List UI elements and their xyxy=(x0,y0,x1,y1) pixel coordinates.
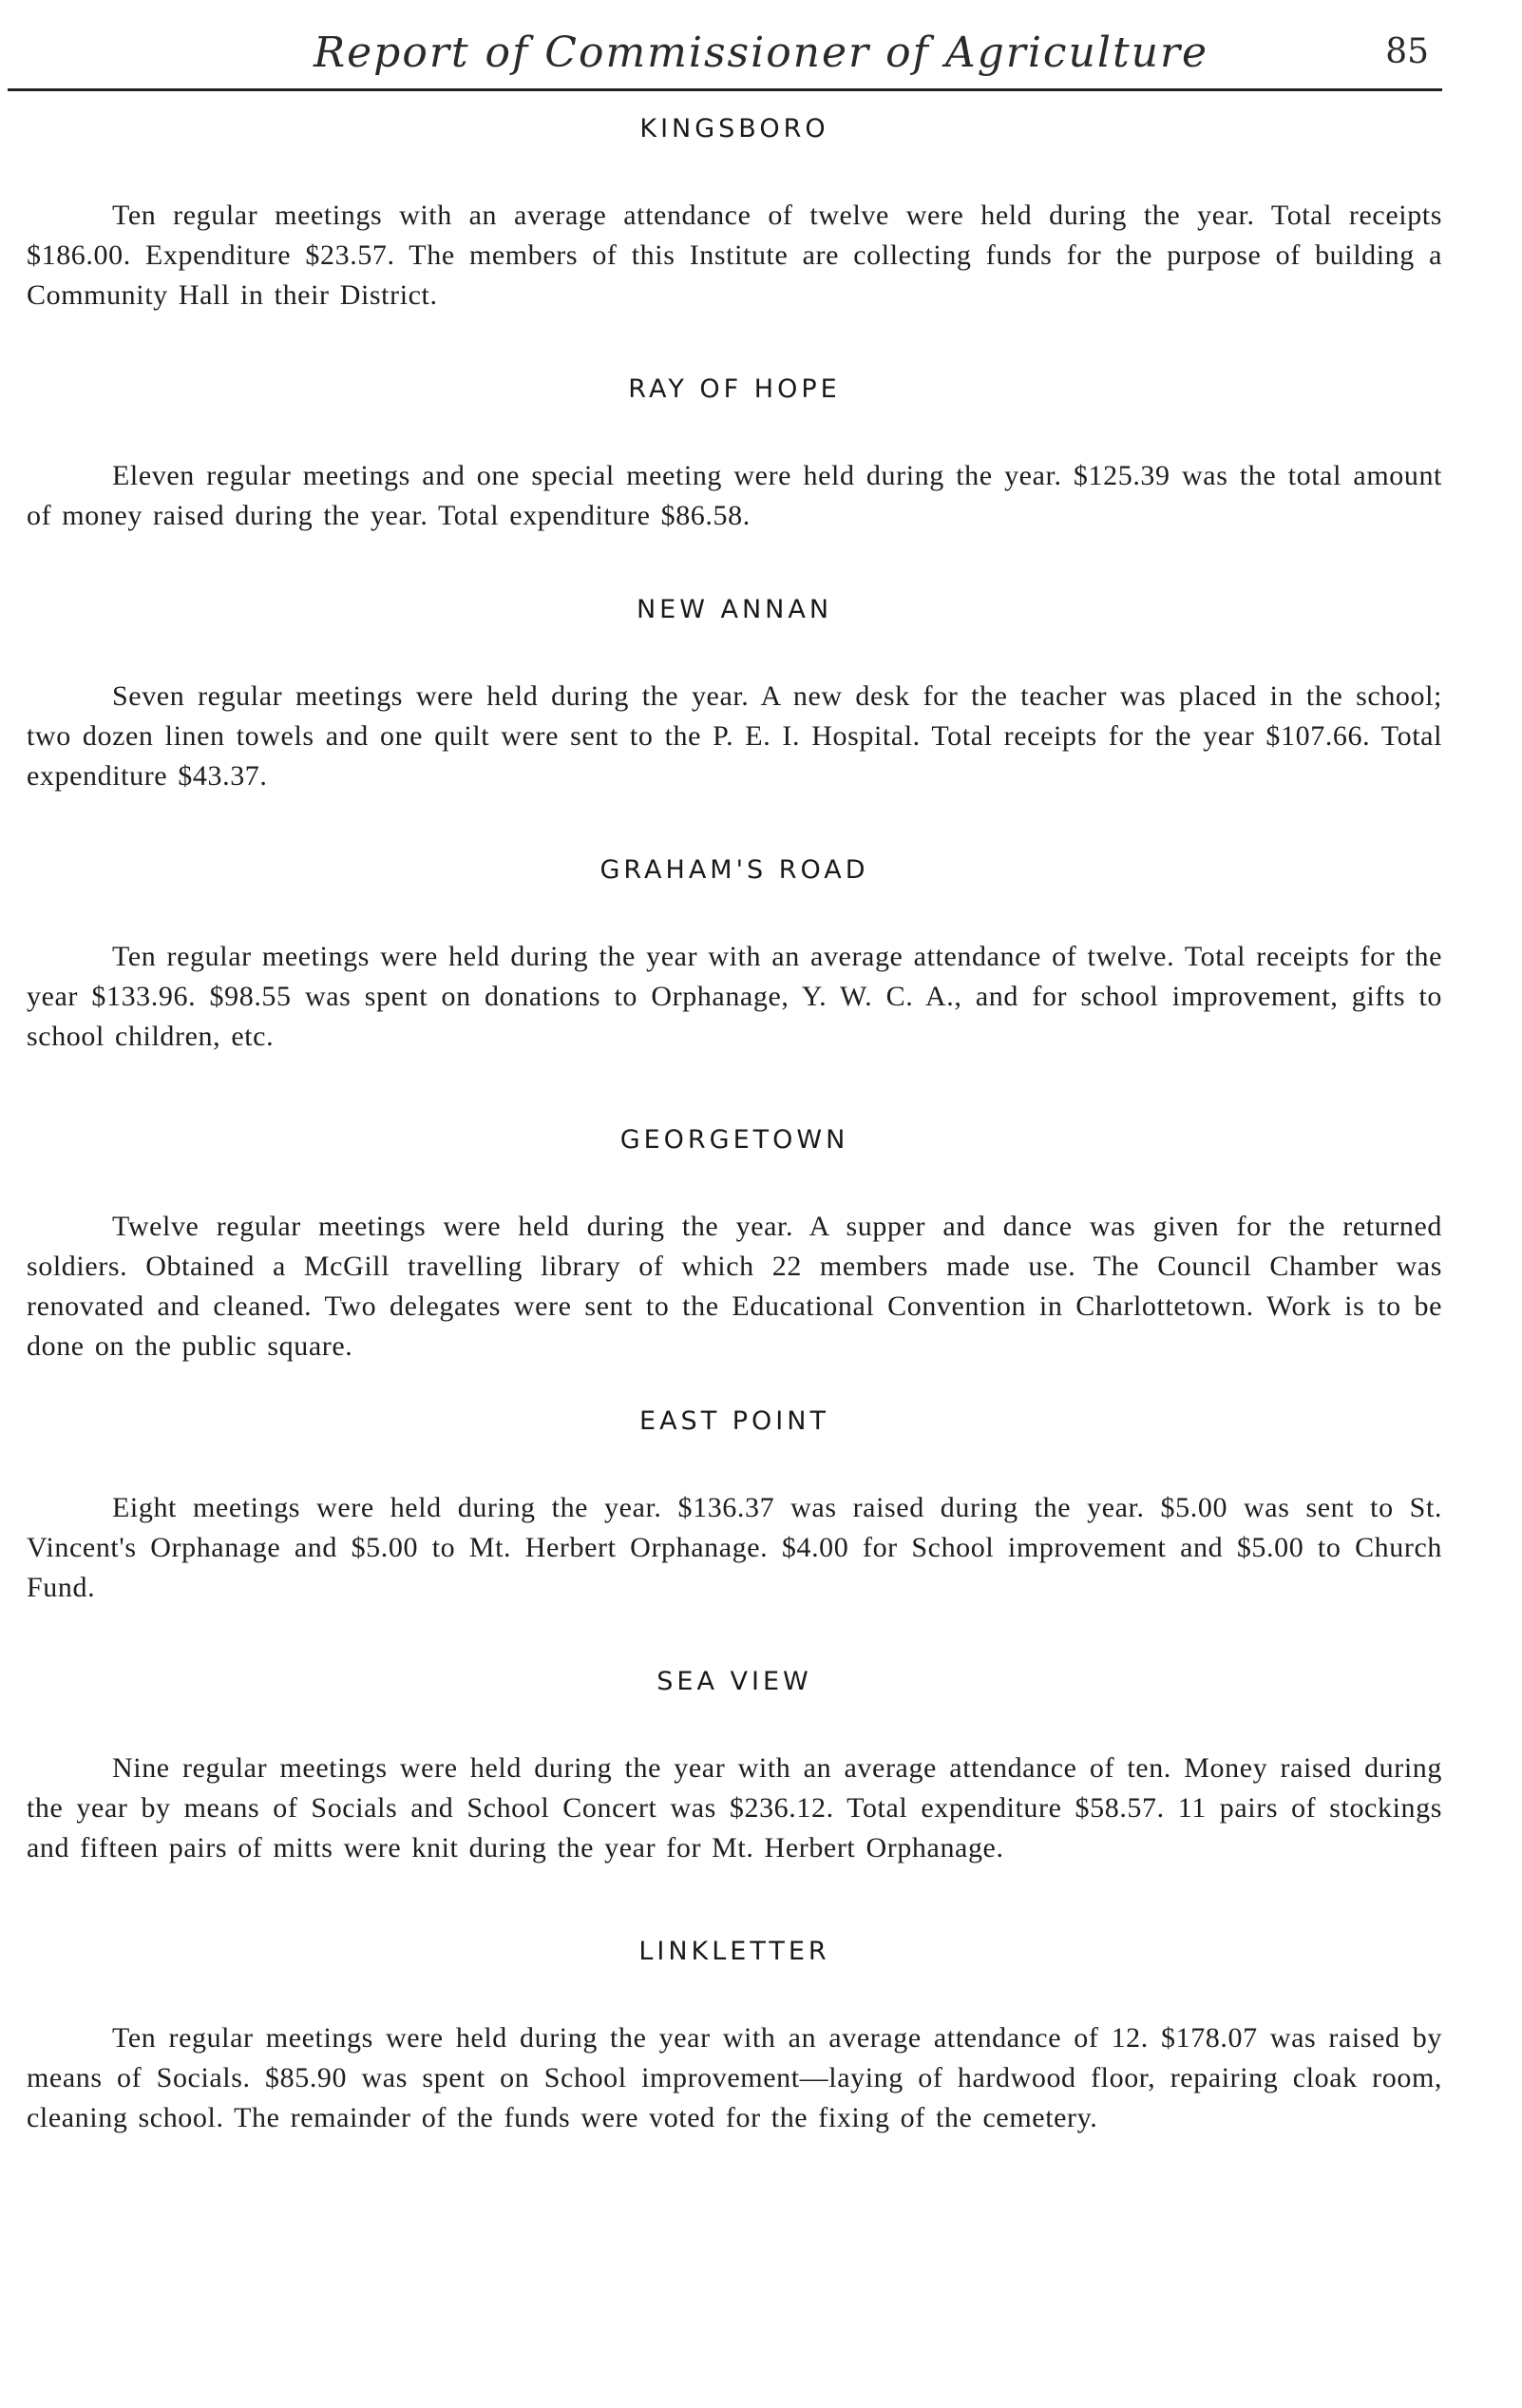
section-kingsboro xyxy=(27,112,1442,315)
section-paragraph: Ten regular meetings were held during the year with an average attendance of 12. $178.07 was raised by means of Socials. $85.90 was spent on School improvement—laying of hardwood floor, repairing cloak room, cleaning school. The remainder of the funds were voted for the fixing of the cemetery. xyxy=(27,2022,1442,2133)
section-paragraph: Eleven regular meetings and one special meeting were held during the year. $125.39 was the total amount of money raised during the year. Total expenditure $86.58. xyxy=(27,460,1442,531)
section-sea-view xyxy=(27,1665,1442,1868)
section-grahams-road xyxy=(27,853,1442,1057)
section-ray-of-hope xyxy=(27,373,1442,536)
running-title: Report of Commissioner of Agriculture xyxy=(314,29,1209,77)
section-paragraph: Seven regular meetings were held during the year. A new desk for the teacher was placed in the school; two dozen linen towels and one quilt were sent to the P. E. I. Hospital. Total receipts for the year $107.66. Total expenditure $43.37. xyxy=(27,680,1442,792)
section-paragraph: Ten regular meetings with an average attendance of twelve were held during the year. Total receipts $186.00. Expenditure $23.57. The members of this Institute are collecting funds for the purpose of building a Community Hall in their District. xyxy=(27,200,1442,311)
section-paragraph: Nine regular meetings were held during the year with an average attendance of ten. Money raised during the year by means of Socials and School Concert was $236.12. Total expenditure $58.57. 11 pairs of stockings and fifteen pairs of mitts were knit during the year for Mt. Herbert Orphanage. xyxy=(27,1752,1442,1863)
section-heading: KINGSBORO xyxy=(639,114,829,143)
page-number: 85 xyxy=(1385,32,1429,71)
report-body xyxy=(27,112,1442,2138)
section-heading: GRAHAM'S ROAD xyxy=(599,855,869,885)
section-east-point xyxy=(27,1405,1442,1608)
section-heading: LINKLETTER xyxy=(638,1937,830,1966)
section-heading: SEA VIEW xyxy=(656,1667,812,1696)
section-heading: GEORGETOWN xyxy=(619,1125,849,1155)
header-rule xyxy=(8,88,1442,91)
section-heading: RAY OF HOPE xyxy=(628,374,841,404)
section-heading: EAST POINT xyxy=(639,1406,829,1436)
section-heading: NEW ANNAN xyxy=(636,595,833,624)
section-paragraph: Ten regular meetings were held during the year with an average attendance of twelve. Total receipts for the year $133.96. $98.55 was spent on donations to Orphanage, Y. W. C. A., and for school improvement, gifts to school children, etc. xyxy=(27,941,1442,1052)
section-paragraph: Eight meetings were held during the year. $136.37 was raised during the year. $5.00 was sent to St. Vincent's Orphanage and $5.00 to Mt. Herbert Orphanage. $4.00 for School improvement and $5.00 to Church Fund. xyxy=(27,1492,1442,1603)
section-linkletter xyxy=(27,1935,1442,2138)
section-new-annan xyxy=(27,593,1442,796)
running-header xyxy=(0,29,1522,86)
section-paragraph: Twelve regular meetings were held during the year. A supper and dance was given for the returned soldiers. Obtained a McGill travelling library of which 22 members made use. The Council Chamber was renovated and cleaned. Two delegates were sent to the Educational Convention in Charlottetown. Work is to be done on the public square. xyxy=(27,1211,1442,1362)
section-georgetown xyxy=(27,1123,1442,1366)
